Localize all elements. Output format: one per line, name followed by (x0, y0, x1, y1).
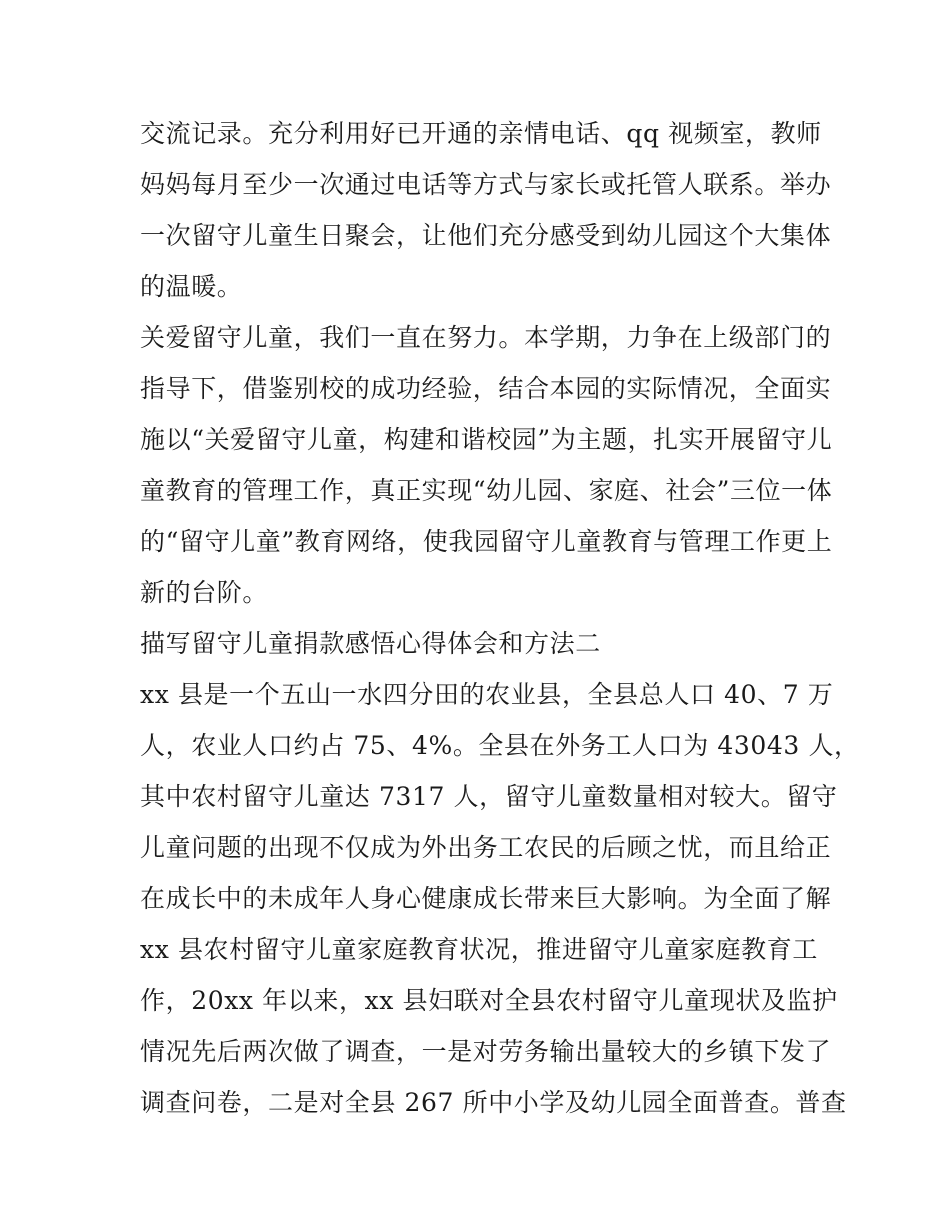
text-line: 情况先后两次做了调查，一是对劳务输出量较大的乡镇下发了 (140, 1037, 832, 1066)
text-line: 新的台阶。 (140, 578, 269, 607)
text-line: 妈妈每月至少一次通过电话等方式与家长或托管人联系。举办 (140, 170, 832, 199)
text-line: xx 县农村留守儿童家庭教育状况，推进留守儿童家庭教育工 (140, 935, 818, 964)
text-line: 一次留守儿童生日聚会，让他们充分感受到幼儿园这个大集体 (140, 221, 832, 250)
document-body (140, 108, 860, 1128)
text-line: 的“留守儿童”教育网络，使我园留守儿童教育与管理工作更上 (140, 527, 833, 556)
text-line: 施以“关爱留守儿童，构建和谐校园”为主题，扎实开展留守儿 (140, 425, 833, 454)
text-line: xx 县是一个五山一水四分田的农业县，全县总人口 40、7 万 (140, 680, 834, 709)
text-line: 儿童问题的出现不仅成为外出务工农民的后顾之忧，而且给正 (140, 833, 832, 862)
text-line: 交流记录。充分利用好已开通的亲情电话、qq 视频室，教师 (140, 119, 822, 148)
text-line: 其中农村留守儿童达 7317 人，留守儿童数量相对较大。留守 (140, 782, 838, 811)
section-heading: 描写留守儿童捐款感悟心得体会和方法二 (140, 629, 601, 658)
text-line: 作，20xx 年以来，xx 县妇联对全县农村留守儿童现状及监护 (140, 986, 838, 1015)
text-line: 指导下，借鉴别校的成功经验，结合本园的实际情况，全面实 (140, 374, 832, 403)
text-line: 的温暖。 (140, 272, 243, 301)
text-line: 在成长中的未成年人身心健康成长带来巨大影响。为全面了解 (140, 884, 832, 913)
text-line: 童教育的管理工作，真正实现“幼儿园、家庭、社会”三位一体 (140, 476, 833, 505)
text-line: 调查问卷，二是对全县 267 所中小学及幼儿园全面普查。普查 (140, 1088, 847, 1117)
text-line: 关爱留守儿童，我们一直在努力。本学期，力争在上级部门的 (140, 323, 832, 352)
text-line: 人，农业人口约占 75、4%。全县在外务工人口为 43043 人， (140, 731, 860, 760)
